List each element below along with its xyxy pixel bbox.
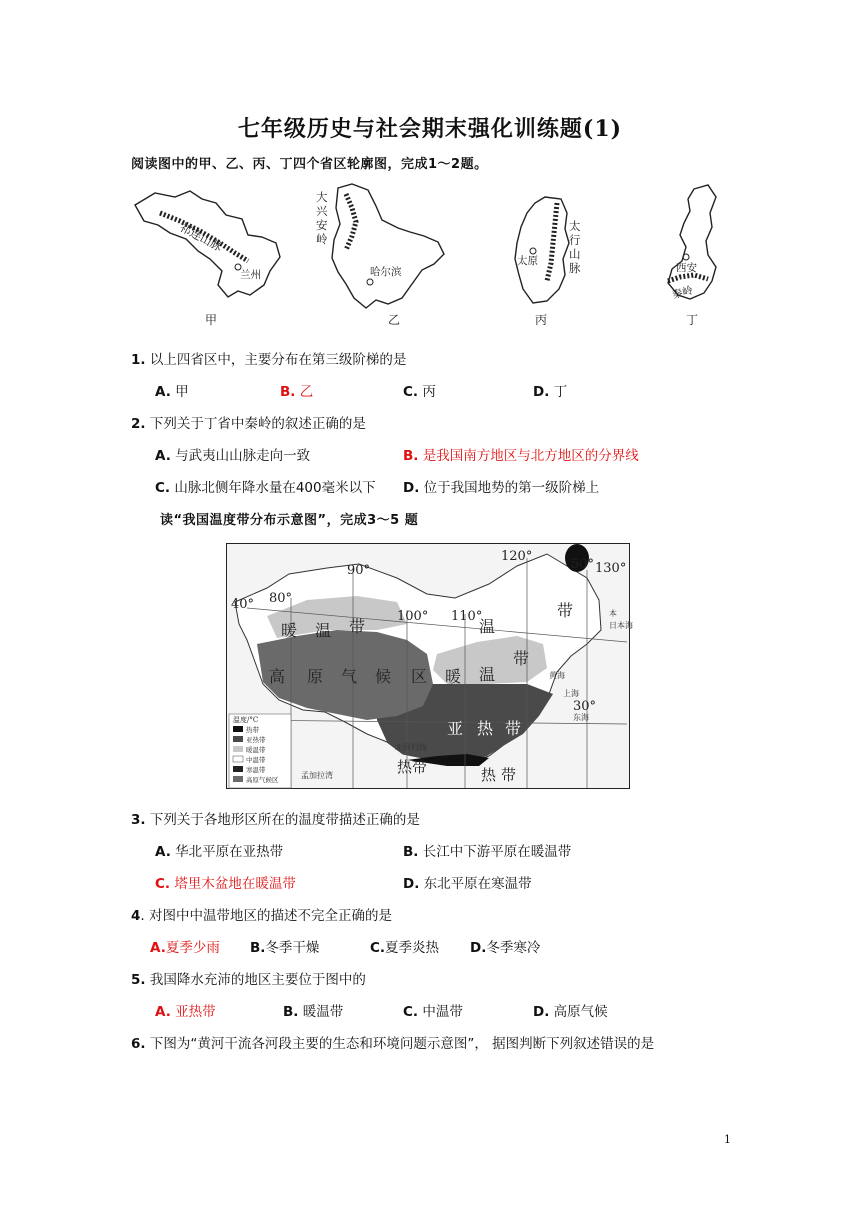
zone-char: 区	[411, 667, 428, 686]
province-map-jia	[130, 185, 290, 327]
longitude-label: 100°	[397, 609, 429, 624]
svg-text:高原气候区: 高原气候区	[246, 776, 279, 784]
longitude-label: 40°	[231, 597, 255, 612]
q5-option-c[interactable]: C. 中温带	[403, 1004, 463, 1020]
question-6: 6. 下图为“黄河干流各河段主要的生态和环境问题示意图”， 据图判断下列叙述错误的是	[131, 1036, 655, 1052]
svg-text:中温带: 中温带	[246, 756, 266, 764]
question-4: 4. 对图中中温带地区的描述不完全正确的是	[131, 908, 392, 924]
q4-option-d[interactable]: D.冬季寒冷	[470, 940, 541, 956]
question-1	[131, 348, 406, 368]
zone-char: 热	[481, 766, 497, 784]
question-number: 1.	[131, 352, 146, 368]
q3-option-a[interactable]: A. 华北平原在亚热带	[155, 844, 284, 860]
longitude-label: 110°	[451, 609, 483, 624]
q1-option-c[interactable]: C. 丙	[403, 384, 436, 400]
svg-text:热带: 热带	[246, 726, 259, 734]
province-label-jia: 甲	[205, 313, 218, 327]
longitude-label: 120°	[501, 549, 533, 564]
province-label-yi: 乙	[388, 313, 401, 327]
province-label-bing: 丙	[535, 313, 548, 327]
latitude-label: 30°	[573, 699, 597, 714]
q4-option-a[interactable]: A.夏季少雨	[150, 940, 220, 956]
instruction-1: 阅读图中的甲、乙、丙、丁四个省区轮廓图，完成1～2题。	[131, 157, 488, 172]
sea-label: 日本海	[609, 621, 633, 630]
question-2: 2. 下列关于丁省中秦岭的叙述正确的是	[131, 416, 366, 432]
city-label-ding: 西安	[676, 262, 697, 274]
sea-label: 黄海	[549, 671, 565, 680]
zone-char: 亚	[447, 719, 464, 738]
province-label-ding: 丁	[686, 313, 699, 327]
longitude-label: 80°	[269, 591, 293, 606]
page-number: 1	[724, 1133, 731, 1146]
map-graphic	[227, 544, 631, 790]
mountain-label-ding: 秦岭	[670, 284, 695, 302]
q2-option-d[interactable]: D. 位于我国地势的第一级阶梯上	[403, 480, 600, 496]
svg-text:寒温带: 寒温带	[246, 766, 266, 774]
q1-option-d[interactable]: D. 丁	[533, 384, 568, 400]
zone-char: 带	[513, 649, 530, 668]
page-title: 七年级历史与社会期末强化训练题(1)	[237, 116, 623, 142]
tropic-label: 北回归线	[395, 743, 427, 752]
zone-char: 带	[557, 601, 574, 620]
mountain-label-yi: 大兴安岭	[316, 190, 328, 246]
map-legend	[229, 714, 291, 788]
sea-label: 本	[609, 609, 617, 618]
sea-label: 东海	[573, 713, 589, 722]
q2-option-b[interactable]: B. 是我国南方地区与北方地区的分界线	[403, 448, 639, 464]
q1-option-a[interactable]: A. 甲	[155, 384, 189, 400]
zone-char: 暖	[445, 667, 462, 686]
question-5: 5. 我国降水充沛的地区主要位于图中的	[131, 972, 366, 988]
zone-char: 带	[501, 766, 517, 784]
q1-option-b[interactable]: B. 乙	[280, 384, 314, 400]
svg-text:温度/°C: 温度/°C	[233, 716, 259, 724]
city-label: 上海	[563, 689, 579, 698]
mountain-label-bing: 太行山脉	[569, 219, 581, 275]
city-label-jia: 兰州	[240, 269, 261, 281]
q3-option-c[interactable]: C. 塔里木盆地在暖温带	[155, 876, 296, 892]
zone-label: 热带	[397, 758, 428, 776]
zone-char: 候	[375, 667, 392, 686]
province-map-ding	[650, 183, 730, 327]
zone-char: 带	[505, 719, 522, 738]
bay-label: 孟加拉湾	[301, 771, 333, 780]
instruction-2: 读“我国温度带分布示意图”，完成3～5 题	[160, 513, 419, 528]
q5-option-b[interactable]: B. 暖温带	[283, 1004, 344, 1020]
mountain-label-jia: 祁连山脉	[177, 220, 225, 254]
zone-char: 高	[269, 667, 286, 686]
svg-text:暖温带: 暖温带	[246, 746, 266, 754]
city-label-bing: 太原	[517, 255, 538, 267]
longitude-label: 90°	[347, 563, 371, 578]
province-map-yi	[312, 180, 452, 327]
zone-char: 带	[349, 617, 366, 636]
zone-char: 温	[315, 621, 332, 640]
zone-char: 原	[307, 667, 324, 686]
q2-option-c[interactable]: C. 山脉北侧年降水量在400毫米以下	[155, 480, 376, 496]
province-map-bing	[505, 193, 585, 327]
q4-option-c[interactable]: C.夏季炎热	[370, 940, 440, 956]
question-text: 以上四省区中，主要分布在第三级阶梯的是	[149, 352, 407, 368]
q4-option-b[interactable]: B.冬季干燥	[250, 940, 320, 956]
q3-option-d[interactable]: D. 东北平原在寒温带	[403, 876, 532, 892]
city-label-yi: 哈尔滨	[370, 266, 402, 278]
q5-option-a[interactable]: A. 亚热带	[155, 1004, 216, 1020]
zone-char: 温	[479, 665, 496, 684]
longitude-label: 130°	[595, 561, 627, 576]
province-yi-outline	[312, 180, 452, 310]
q5-option-d[interactable]: D. 高原气候	[533, 1004, 608, 1020]
question-3: 3. 下列关于各地形区所在的温度带描述正确的是	[131, 812, 420, 828]
longitude-label: 50°	[571, 557, 595, 572]
q3-option-b[interactable]: B. 长江中下游平原在暖温带	[403, 844, 572, 860]
temperature-zone-map	[226, 543, 633, 789]
zone-char: 热	[477, 719, 494, 738]
q2-option-a[interactable]: A. 与武夷山山脉走向一致	[155, 448, 311, 464]
zone-char: 温	[479, 617, 496, 636]
zone-char: 暖	[281, 621, 298, 640]
zone-char: 气	[341, 667, 358, 686]
svg-text:亚热带: 亚热带	[246, 736, 266, 744]
